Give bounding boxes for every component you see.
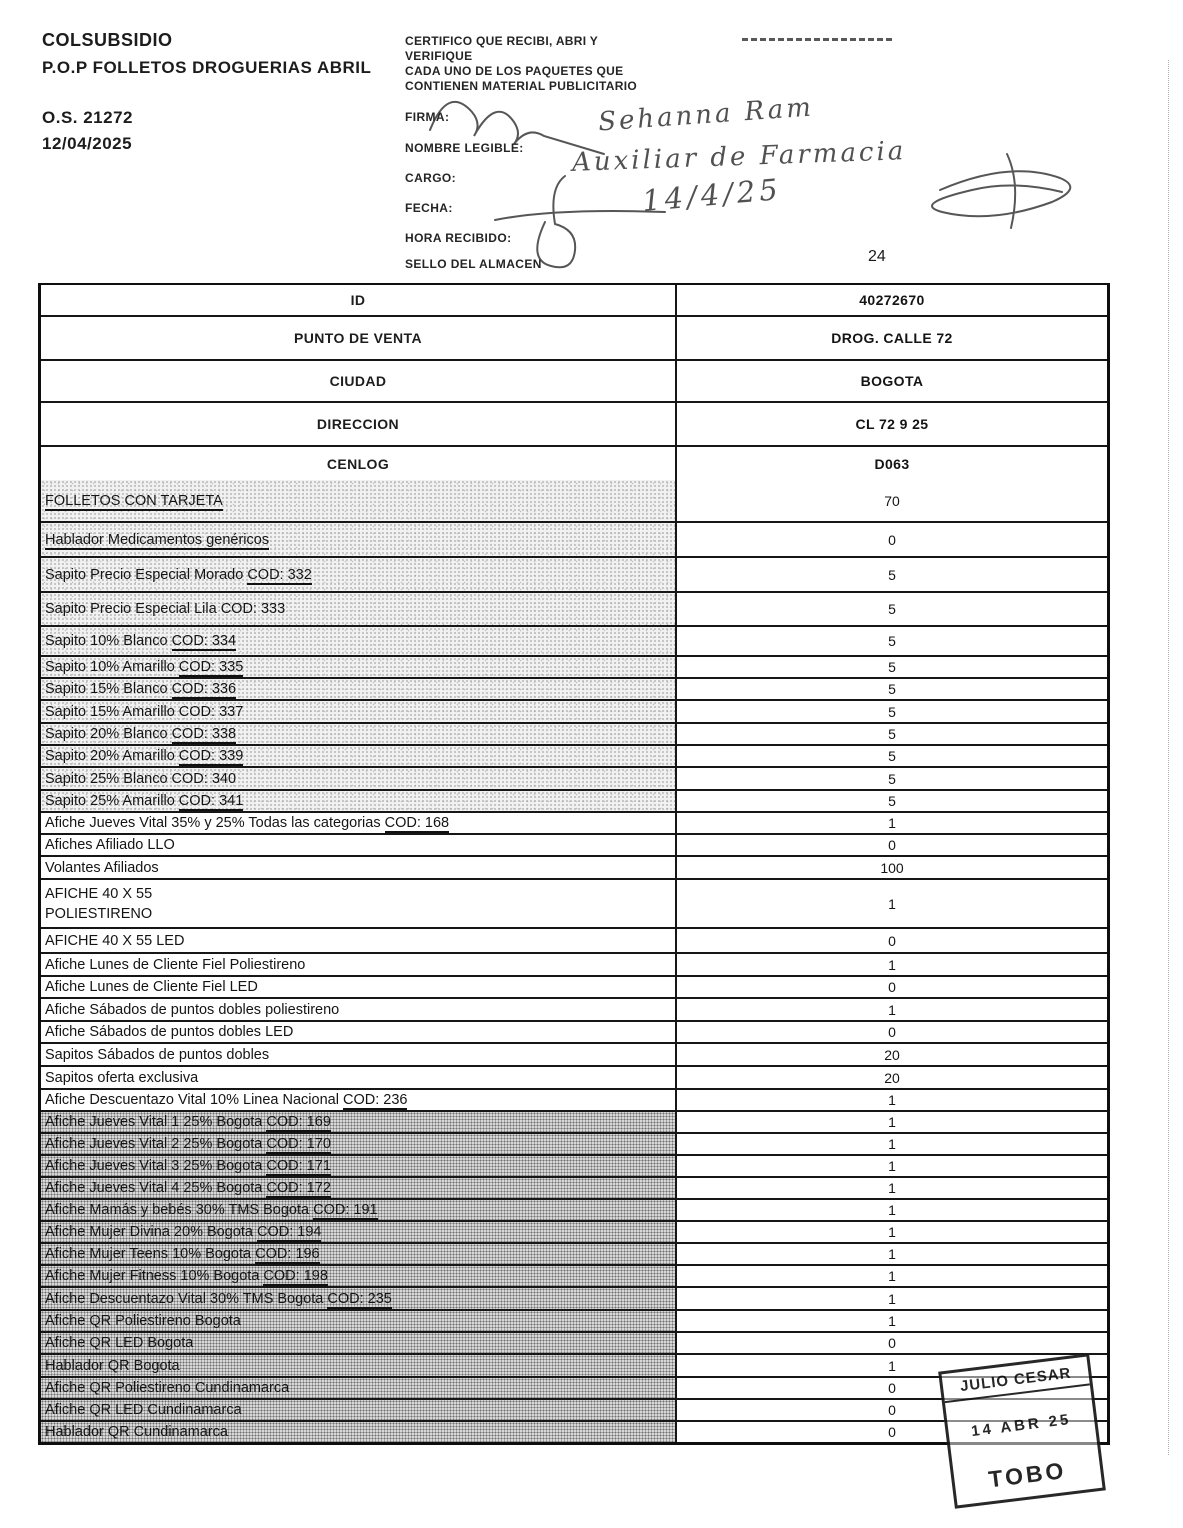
item-label: Sapito 20% Blanco COD: 338 — [41, 724, 677, 744]
table-row — [41, 1154, 1107, 1176]
item-label: Afiche Sábados de puntos dobles LED — [41, 1022, 677, 1042]
info-value: DROG. CALLE 72 — [831, 330, 953, 346]
info-value: CL 72 9 25 — [855, 416, 929, 432]
item-label: Afiche QR LED Cundinamarca — [41, 1400, 677, 1420]
item-label: Sapito 15% Amarillo COD: 337 — [41, 701, 677, 722]
item-qty: 1 — [888, 815, 896, 831]
item-label: Afiche Lunes de Cliente Fiel Poliestireno — [41, 954, 677, 975]
item-qty: 5 — [888, 601, 896, 617]
stamp-date: 14 ABR 25 — [970, 1410, 1073, 1441]
item-label: Afiche QR Poliestireno Cundinamarca — [41, 1378, 677, 1398]
item-label: Afiche Jueves Vital 3 25% Bogota COD: 171 — [41, 1156, 677, 1176]
info-value: BOGOTA — [860, 373, 924, 389]
item-qty: 5 — [888, 726, 896, 742]
item-qty: 0 — [888, 1402, 896, 1418]
item-qty: 20 — [884, 1069, 900, 1086]
item-qty: 1 — [888, 1001, 896, 1018]
certification-line: CERTIFICO QUE RECIBI, ABRI Y — [405, 34, 599, 48]
company-name: COLSUBSIDIO — [42, 30, 173, 50]
info-rows — [41, 285, 1107, 480]
item-qty: 0 — [888, 531, 896, 548]
item-label: Afiche Jueves Vital 1 25% Bogota COD: 169 — [41, 1112, 677, 1132]
item-label: Sapito Precio Especial Morado COD: 332 — [41, 558, 677, 591]
nombre-legible-label: NOMBRE LEGIBLE: — [405, 141, 524, 155]
table-row — [41, 766, 1107, 789]
info-label: PUNTO DE VENTA — [41, 317, 677, 359]
item-label: Afiches Afiliado LLO — [41, 835, 677, 855]
table-row — [41, 1132, 1107, 1154]
item-qty: 0 — [888, 1335, 896, 1351]
table-row — [41, 445, 1107, 480]
item-label: Sapito 25% Amarillo COD: 341 — [41, 791, 677, 811]
item-label: Afiche QR Poliestireno Bogota — [41, 1311, 677, 1331]
fecha-label: FECHA: — [405, 201, 453, 215]
table-row — [41, 315, 1107, 359]
table-row — [41, 480, 1107, 521]
item-label: Afiche Sábados de puntos dobles poliestireno — [41, 999, 677, 1020]
stamp-name: JULIO CESAR — [942, 1363, 1090, 1404]
item-label: Hablador QR Cundinamarca — [41, 1422, 677, 1442]
item-label: Afiche Lunes de Cliente Fiel LED — [41, 977, 677, 997]
certification-line: CONTIENEN MATERIAL PUBLICITARIO — [405, 79, 637, 93]
table-row — [41, 285, 1107, 315]
item-qty: 5 — [888, 566, 896, 583]
item-qty: 1 — [888, 1136, 896, 1152]
item-label: Sapitos oferta exclusiva — [41, 1067, 677, 1088]
certification-line: VERIFIQUE — [405, 49, 473, 63]
table-row — [41, 722, 1107, 744]
stamp-city: TOBO — [987, 1457, 1068, 1493]
item-qty: 0 — [888, 1024, 896, 1040]
item-qty: 0 — [888, 1424, 896, 1440]
table-row — [41, 997, 1107, 1020]
table-row — [41, 952, 1107, 975]
warehouse-stamp — [938, 1353, 1106, 1508]
table-row — [41, 699, 1107, 722]
order-number: O.S. 21272 — [42, 108, 134, 127]
item-qty: 0 — [888, 932, 896, 949]
table-row — [41, 1264, 1107, 1286]
handwritten-name: Sehanna Ram — [597, 92, 815, 138]
handwritten-date: 14/4/25 — [640, 171, 784, 219]
table-row — [41, 591, 1107, 625]
info-label: DIRECCION — [41, 403, 677, 445]
table-row — [41, 1065, 1107, 1088]
item-qty: 0 — [888, 1380, 896, 1396]
item-label: Afiche Descuentazo Vital 10% Linea Nacional COD: 236 — [41, 1090, 677, 1110]
item-qty: 1 — [888, 1180, 896, 1196]
item-qty: 100 — [880, 859, 904, 876]
info-label: CIUDAD — [41, 361, 677, 401]
table-row — [41, 1110, 1107, 1132]
table-row — [41, 855, 1107, 878]
document-date: 12/04/2025 — [42, 134, 133, 153]
fecha-squiggle — [495, 176, 665, 267]
certification-line: CADA UNO DE LOS PAQUETES QUE — [405, 64, 624, 78]
item-qty: 5 — [888, 748, 896, 764]
item-qty: 1 — [888, 1357, 896, 1374]
item-label: AFICHE 40 X 55 LED — [41, 929, 677, 952]
item-label: Afiche Mamás y bebés 30% TMS Bogota COD: 191 — [41, 1200, 677, 1220]
handwritten-role: Auxiliar de Farmacia — [571, 136, 907, 178]
item-label: Afiche Jueves Vital 2 25% Bogota COD: 170 — [41, 1134, 677, 1154]
item-qty: 1 — [888, 1313, 896, 1329]
scan-edge-line — [1168, 60, 1169, 1455]
firma-label: FIRMA: — [405, 110, 450, 124]
info-label: CENLOG — [41, 447, 677, 480]
item-qty: 20 — [884, 1046, 900, 1063]
table-row — [41, 927, 1107, 952]
table-row — [41, 1176, 1107, 1198]
table-row — [41, 1331, 1107, 1353]
item-qty: 1 — [888, 1268, 896, 1284]
table-row — [41, 811, 1107, 833]
table-row — [41, 556, 1107, 591]
item-label: Sapito 20% Amarillo COD: 339 — [41, 746, 677, 766]
item-label: AFICHE 40 X 55 POLIESTIRENO — [41, 880, 677, 927]
table-row — [41, 1020, 1107, 1042]
table-row — [41, 1286, 1107, 1309]
table-row — [41, 975, 1107, 997]
page-number: 24 — [868, 248, 886, 265]
table-row — [41, 401, 1107, 445]
item-label: Hablador QR Bogota — [41, 1355, 677, 1376]
info-value: D063 — [874, 455, 910, 472]
item-rows — [41, 480, 1107, 1442]
item-label: Sapito 15% Blanco COD: 336 — [41, 679, 677, 699]
item-qty: 1 — [888, 1202, 896, 1218]
item-qty: 1 — [888, 895, 896, 912]
table-row — [41, 744, 1107, 766]
table-row — [41, 1220, 1107, 1242]
item-label: Afiche Mujer Teens 10% Bogota COD: 196 — [41, 1244, 677, 1264]
item-qty: 1 — [888, 956, 896, 973]
firma-squiggle — [430, 102, 604, 154]
cargo-label: CARGO: — [405, 171, 457, 185]
item-label: Afiche Jueves Vital 35% y 25% Todas las categorias COD: 168 — [41, 813, 677, 833]
item-label: Afiche Mujer Fitness 10% Bogota COD: 198 — [41, 1266, 677, 1286]
item-label: Afiche QR LED Bogota — [41, 1333, 677, 1353]
item-qty: 5 — [888, 770, 896, 787]
signature-scribbles — [400, 60, 1100, 270]
table-row — [41, 1309, 1107, 1331]
item-qty: 5 — [888, 703, 896, 720]
item-label: Volantes Afiliados — [41, 857, 677, 878]
table-row — [41, 521, 1107, 556]
item-qty: 0 — [888, 837, 896, 853]
item-label: Sapito 10% Amarillo COD: 335 — [41, 657, 677, 677]
table-row — [41, 1198, 1107, 1220]
table-row — [41, 655, 1107, 677]
table-row — [41, 833, 1107, 855]
table-row — [41, 1242, 1107, 1264]
table-row — [41, 677, 1107, 699]
item-label: Hablador Medicamentos genéricos — [41, 523, 677, 556]
item-qty: 5 — [888, 681, 896, 697]
table-row — [41, 1042, 1107, 1065]
campaign-title: P.O.P FOLLETOS DROGUERIAS ABRIL — [42, 58, 372, 77]
item-label: Sapito Precio Especial Lila COD: 333 — [41, 593, 677, 625]
item-label: Afiche Jueves Vital 4 25% Bogota COD: 172 — [41, 1178, 677, 1198]
item-qty: 70 — [884, 492, 900, 509]
item-label: Afiche Descuentazo Vital 30% TMS Bogota COD: 235 — [41, 1288, 677, 1309]
item-qty: 0 — [888, 979, 896, 995]
info-label: ID — [41, 285, 677, 315]
item-qty: 5 — [888, 793, 896, 809]
table-row — [41, 789, 1107, 811]
scan-dash-marks — [742, 38, 892, 41]
item-label: Afiche Mujer Divina 20% Bogota COD: 194 — [41, 1222, 677, 1242]
item-qty: 1 — [888, 1290, 896, 1307]
item-qty: 5 — [888, 659, 896, 675]
info-value: 40272670 — [859, 292, 925, 308]
item-qty: 1 — [888, 1092, 896, 1108]
item-qty: 1 — [888, 1114, 896, 1130]
item-qty: 5 — [888, 633, 896, 649]
sello-almacen-label: SELLO DEL ALMACEN — [405, 257, 542, 271]
item-qty: 1 — [888, 1158, 896, 1174]
item-qty: 1 — [888, 1246, 896, 1262]
item-label: FOLLETOS CON TARJETA — [41, 480, 677, 521]
item-qty: 1 — [888, 1224, 896, 1240]
table-row — [41, 878, 1107, 927]
item-label: Sapitos Sábados de puntos dobles — [41, 1044, 677, 1065]
item-label: Sapito 25% Blanco COD: 340 — [41, 768, 677, 789]
items-table — [38, 283, 1110, 1445]
signature-flourish — [932, 154, 1070, 228]
table-row — [41, 1088, 1107, 1110]
table-row — [41, 359, 1107, 401]
table-row — [41, 625, 1107, 655]
hora-recibido-label: HORA RECIBIDO: — [405, 231, 512, 245]
item-label: Sapito 10% Blanco COD: 334 — [41, 627, 677, 655]
